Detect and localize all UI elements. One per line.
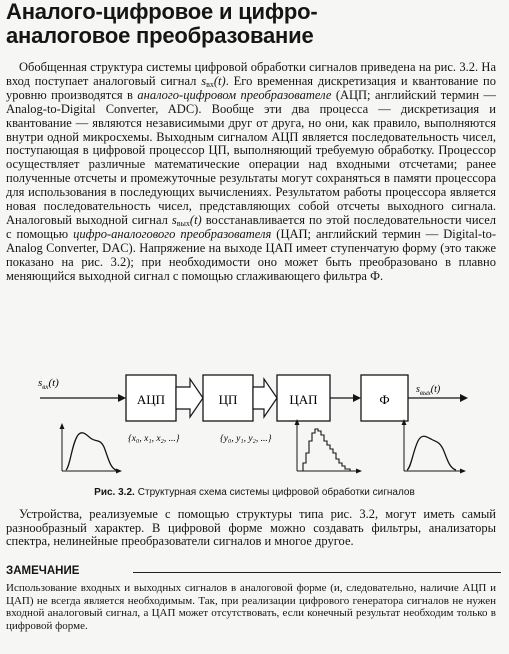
note-heading-rule: [133, 572, 501, 573]
svg-text:sвых(t): $s_{вых}(t)$: [416, 384, 441, 397]
figure-number: Рис. 3.2.: [94, 487, 135, 498]
input-arrowhead: [118, 394, 126, 402]
term-adc: аналого-цифровом преобразователе: [137, 87, 332, 102]
block-diagram: [0, 365, 509, 500]
text-run: Обобщенная структура системы цифровой обработки сигналов приведена на рис. 3.2. На вход поступает аналоговый сигнал: [6, 60, 496, 88]
text-run: (ЦАП; английский термин — Digital-to-Analog Converter, DAC). Напряжение на выходе ЦАП имеет ступенчатую форму (это также показано на рис. 3.2); при необходимости оно может быть преобразовано в плавно меняющийся выходной сигнал с помощью сглаживающего фильтра Ф.: [6, 226, 496, 283]
second-paragraph: [6, 508, 496, 549]
data-arrow-1: [176, 379, 203, 417]
section-title-line-1: Аналого-цифровое и цифро-: [6, 0, 318, 24]
text-run: . Его временная дискретизация и квантование по уровню производятся в: [6, 73, 496, 102]
output-arrowhead: [460, 394, 468, 402]
main-paragraph: [6, 61, 496, 284]
dac-staircase-sketch: [295, 419, 363, 474]
text-run: (АЦП; английский термин — Analog-to-Digital Converter, ADC). Вообще эти два процесса — дискретизация и квантование — являются независимыми друг от друга, но они, как правило, выполняются внутри одной микросхемы. Выходным сигналом АЦП является последовательность чисел, поступающая в цифровой процессор ЦП, выполняющий требуемую обработку. Процессор осуществляет различные математические операции над входными отсчетами; ранее полученные отсчеты и промежуточные результаты могут сохраняться в памяти процессора для использования в последующих вычислениях. Результатом работы процессора является новая последовательность чисел, представляющих собой отсчеты выходного сигнала. Аналоговый выходной сигнал: [6, 87, 496, 227]
input-sequence-label: {x₀, x₁, x₂, ...}: [128, 434, 180, 444]
output-sequence-label: {y₀, y₁, y₂, ...}: [220, 434, 272, 444]
adc-label: АЦП: [136, 392, 166, 407]
data-arrow-2: [253, 379, 277, 417]
output-signal-symbol: s: [171, 212, 177, 227]
note-text: Использование входных и выходных сигналов в аналоговой форме (и, следовательно, наличие АЦП и ЦАП) не всегда является необходимым. Так, при реализации цифрового генератора сигналов не нужен входной аналоговый сигнал, а ЦАП может отсутствовать, если конечный результат необходим только в цифровой форме.: [6, 582, 496, 632]
dac-label: ЦАП: [289, 392, 318, 407]
note-heading: [6, 565, 501, 579]
input-signal-symbol: s: [201, 73, 207, 88]
term-dac: цифро-аналогового преобразователя: [73, 226, 272, 241]
input-signal-label: [38, 377, 59, 391]
time-argument: (t): [189, 212, 202, 227]
figure-caption-text: Структурная схема системы цифровой обработки сигналов: [137, 487, 415, 498]
svg-text:sвх(t): $s_{вх}(t)$: [38, 377, 59, 391]
input-waveform-sketch: [60, 423, 123, 474]
section-title-line-2: аналоговое преобразование: [6, 23, 314, 48]
note-heading-label: ЗАМЕЧАНИЕ: [6, 565, 80, 577]
filter-label: Ф: [379, 392, 390, 407]
text-run: восстанавливается по этой последовательности чисел с помощью: [6, 212, 496, 241]
dac-to-filter-arrowhead: [353, 394, 361, 402]
input-signal-subscript: вх: [206, 79, 214, 89]
section-title: [6, 0, 506, 48]
processor-label: ЦП: [218, 392, 238, 407]
output-signal-label: [416, 384, 441, 397]
second-paragraph-text: Устройства, реализуемые с помощью структуры типа рис. 3.2, могут иметь самый разнообразный характер. В цифровой форме можно создавать фильтры, анализаторы спектра, нелинейные преобразователи сигналов и многое другое.: [6, 507, 496, 549]
time-argument: (t): [213, 73, 226, 88]
output-waveform-sketch: [402, 419, 467, 474]
output-signal-subscript: вых: [176, 218, 190, 228]
figure-caption: [0, 487, 509, 498]
